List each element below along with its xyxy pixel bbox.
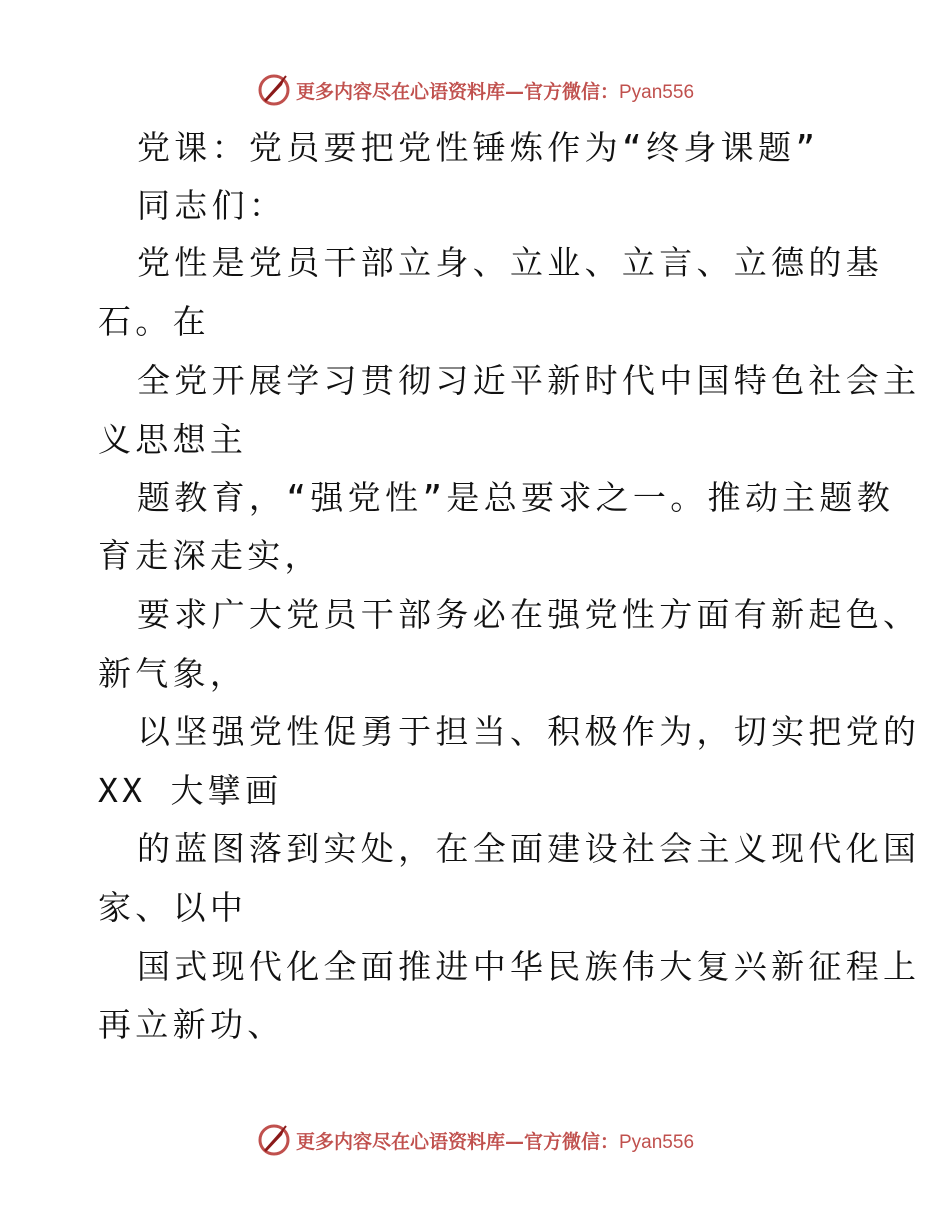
paragraph-line: 育走深走实，	[98, 536, 322, 575]
paragraph-line: 党性是党员干部立身、立业、立言、立德的基	[137, 243, 883, 282]
paragraph-line: 家、以中	[98, 888, 248, 927]
footer-banner-prefix: 更多内容尽在心语资料库—官方微信：	[295, 1130, 619, 1153]
paragraph-line: 的蓝图落到实处，在全面建设社会主义现代化国	[137, 829, 921, 868]
paragraph-line: 以坚强党性促勇于担当、积极作为，切实把党的	[137, 712, 921, 751]
footer-banner-code: Pyan556	[619, 1131, 695, 1153]
document-title: 党课：党员要把党性锤炼作为“终身课题”	[137, 128, 820, 167]
paragraph-line: 义思想主	[98, 420, 248, 459]
paragraph-line: 石。在	[98, 302, 210, 341]
paragraph-line: 要求广大党员干部务必在强党性方面有新起色、	[137, 595, 921, 634]
header-banner-code: Pyan556	[619, 81, 695, 103]
paragraph-line: 新气象，	[98, 654, 248, 693]
paragraph-line: 题教育，“强党性”是总要求之一。推动主题教	[137, 478, 895, 517]
paragraph-line: 国式现代化全面推进中华民族伟大复兴新征程上	[137, 947, 921, 986]
paragraph-line: XX 大擘画	[98, 771, 283, 810]
footer-banner-text	[296, 1127, 694, 1154]
paragraph-line: 全党开展学习贯彻习近平新时代中国特色社会主	[137, 361, 921, 400]
quill-pen-circle-icon	[256, 1122, 292, 1158]
paragraph-line: 再立新功、	[98, 1005, 285, 1044]
header-banner-prefix: 更多内容尽在心语资料库—官方微信：	[295, 80, 619, 103]
salutation: 同志们：	[137, 186, 287, 225]
footer-banner	[0, 1120, 950, 1160]
